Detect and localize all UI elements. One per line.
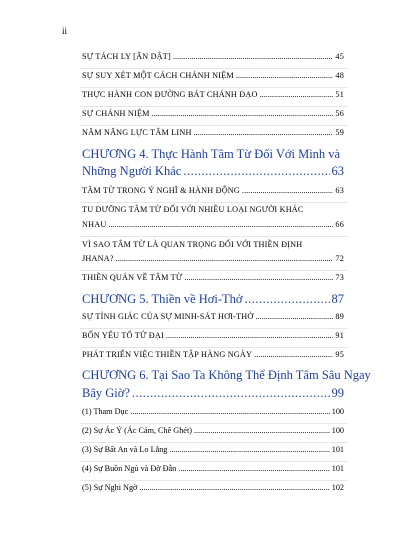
- toc-entry-page: 89: [335, 312, 344, 321]
- toc-entry-page: 100: [331, 407, 344, 416]
- chapter-heading-page: 87: [331, 292, 344, 306]
- chapter-heading-line[interactable]: CHƯƠNG 4. Thực Hành Tâm Từ Đối Với Mình và: [82, 147, 341, 161]
- toc-entry-label: (1) Tham Dục: [82, 407, 129, 416]
- divider: [80, 125, 348, 126]
- chapter-heading[interactable]: [82, 164, 344, 179]
- toc-entry-page: 100: [331, 426, 344, 435]
- toc-entry[interactable]: [82, 220, 344, 229]
- toc-entry-page: 102: [331, 483, 344, 492]
- divider: [80, 202, 348, 203]
- divider: [80, 236, 348, 237]
- dot-leader: [173, 52, 333, 61]
- toc-entry[interactable]: [82, 350, 344, 359]
- toc-entry-label: THỰC HÀNH CON ĐƯỜNG BÁT CHÁNH ĐẠO: [82, 90, 258, 99]
- chapter-heading[interactable]: [82, 292, 344, 307]
- chapter-heading-label: Những Người Khác: [82, 164, 182, 178]
- toc-entry-page: 45: [335, 52, 344, 61]
- toc-entry[interactable]: [82, 52, 344, 61]
- dot-leader: [183, 164, 329, 179]
- toc-entry[interactable]: [82, 407, 344, 416]
- toc-entry-label: JHANA?: [82, 254, 114, 263]
- dot-leader: [108, 220, 333, 229]
- dot-leader: [116, 254, 334, 263]
- toc-entry-page: 59: [335, 128, 344, 137]
- toc-entry-label: BỐN YẾU TỐ TỨ ĐẠI: [82, 331, 164, 340]
- toc-entry-label: NHAU: [82, 220, 107, 229]
- toc-entry[interactable]: [82, 426, 344, 435]
- dot-leader: [194, 426, 330, 435]
- divider: [80, 480, 348, 481]
- toc-entry-label: NĂM NĂNG LỰC TÂM LINH: [82, 128, 192, 137]
- toc-entry-page: 95: [335, 350, 344, 359]
- toc-entry-page: 101: [331, 464, 344, 473]
- dot-leader: [260, 90, 334, 99]
- dot-leader: [236, 71, 334, 80]
- toc-entry-label: (5) Sự Nghi Ngờ: [82, 483, 138, 492]
- toc-entry-label: (2) Sự Ác Ý (Ác Cảm, Chê Ghét): [82, 426, 192, 435]
- toc-entry[interactable]: [82, 254, 344, 263]
- toc-entry[interactable]: [82, 186, 344, 195]
- toc-entry-label: SỰ SUY XÉT MỘT CÁCH CHÁNH NIỆM: [82, 71, 234, 80]
- toc-entry-label: SỰ CHÁNH NIỆM: [82, 109, 150, 118]
- toc-entry-page: 56: [335, 109, 344, 118]
- chapter-heading-page: 99: [331, 386, 344, 400]
- chapter-heading-line[interactable]: CHƯƠNG 6. Tại Sao Ta Không Thể Định Tâm Sâu Ngay: [82, 368, 371, 382]
- toc-entry-label: TÂM TỪ TRONG Ý NGHĨ & HÀNH ĐỘNG: [82, 186, 241, 195]
- toc-entry-page: 51: [335, 90, 344, 99]
- toc-entry-line[interactable]: VÌ SAO TÂM TỪ LÀ QUAN TRỌNG ĐỐI VỚI THIỀN ĐỊNH: [82, 240, 303, 249]
- dot-leader: [184, 273, 333, 282]
- toc-entry[interactable]: [82, 128, 344, 137]
- divider: [80, 442, 348, 443]
- divider: [80, 106, 348, 107]
- chapter-heading-label: CHƯƠNG 5. Thiền về Hơi-Thở: [82, 292, 243, 306]
- toc-entry-line[interactable]: TU DƯỠNG TÂM TỪ ĐỐI VỚI NHIỀU LOẠI NGƯỜI KHÁC: [82, 205, 304, 214]
- divider: [80, 87, 348, 88]
- toc-entry-label: THIỀN QUÁN VỀ TÂM TỪ: [82, 273, 183, 282]
- divider: [80, 423, 348, 424]
- dot-leader: [194, 128, 334, 137]
- toc-entry-label: SỰ TỈNH GIÁC CỦA SỰ MINH-SÁT HƠI-THỞ: [82, 312, 254, 321]
- dot-leader: [169, 445, 329, 454]
- toc-entry-page: 101: [331, 445, 344, 454]
- divider: [80, 347, 348, 348]
- toc-entry[interactable]: [82, 331, 344, 340]
- divider: [80, 328, 348, 329]
- dot-leader: [256, 312, 334, 321]
- dot-leader: [254, 350, 333, 359]
- toc-entry-page: 66: [335, 220, 344, 229]
- toc-entry-page: 63: [335, 186, 344, 195]
- toc-entry-page: 72: [335, 254, 344, 263]
- divider: [80, 270, 348, 271]
- page-number: ii: [62, 26, 68, 36]
- toc-entry-label: (3) Sự Bất An và Lo Lắng: [82, 445, 168, 454]
- toc-entry[interactable]: [82, 273, 344, 282]
- toc-entry-page: 91: [335, 331, 344, 340]
- dot-leader: [166, 331, 333, 340]
- dot-leader: [245, 292, 330, 307]
- dot-leader: [152, 109, 334, 118]
- dot-leader: [130, 407, 329, 416]
- toc-entry[interactable]: [82, 483, 344, 492]
- chapter-heading-label: Bây Giờ?: [82, 386, 130, 400]
- toc-entry-label: (4) Sự Buồn Ngủ và Đờ Đẫn: [82, 464, 177, 473]
- toc-entry[interactable]: [82, 71, 344, 80]
- toc-entry-label: PHÁT TRIỂN VIỆC THIỀN TẬP HÀNG NGÀY: [82, 350, 253, 359]
- toc-entry[interactable]: [82, 445, 344, 454]
- chapter-heading[interactable]: [82, 386, 344, 401]
- toc-entry[interactable]: [82, 90, 344, 99]
- divider: [80, 68, 348, 69]
- dot-leader: [139, 483, 329, 492]
- dot-leader: [178, 464, 329, 473]
- dot-leader: [242, 186, 333, 195]
- toc-entry[interactable]: [82, 312, 344, 321]
- divider: [80, 461, 348, 462]
- chapter-heading-page: 63: [331, 164, 344, 178]
- toc-entry-label: SỰ TÁCH LY [ẨN DẬT]: [82, 52, 171, 61]
- dot-leader: [132, 386, 330, 401]
- toc-entry[interactable]: [82, 109, 344, 118]
- toc-entry-page: 48: [335, 71, 344, 80]
- toc-entry[interactable]: [82, 464, 344, 473]
- toc-entry-page: 73: [335, 273, 344, 282]
